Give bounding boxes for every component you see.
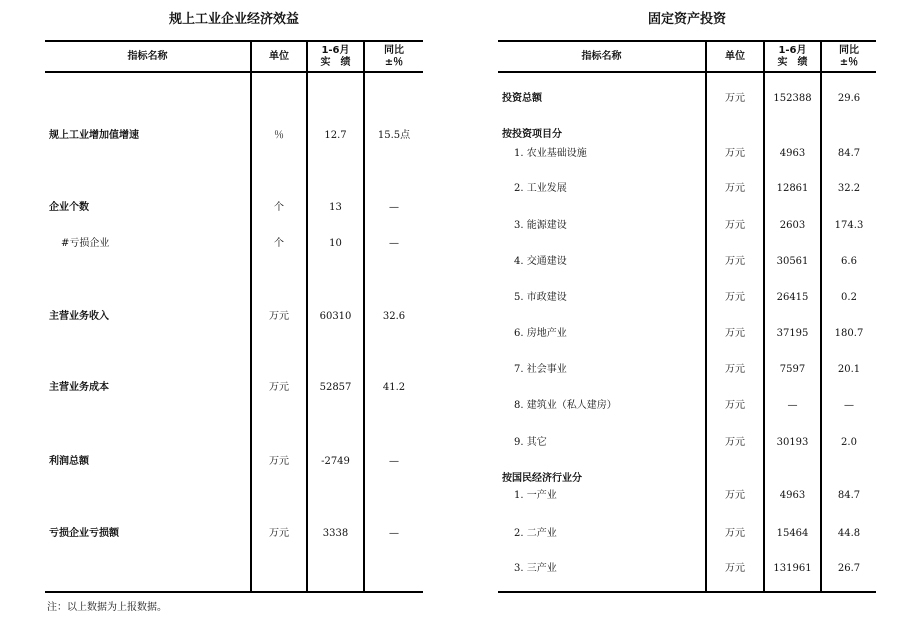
right-row-value: 152388 bbox=[773, 93, 812, 104]
right-row-unit: 万元 bbox=[725, 93, 745, 104]
left-row-unit: 个 bbox=[274, 238, 284, 249]
right-row-yoy: — bbox=[844, 400, 854, 411]
left-row-yoy: — bbox=[389, 456, 399, 467]
right-row-unit: 万元 bbox=[725, 563, 745, 574]
right-header-name: 指标名称 bbox=[581, 51, 622, 62]
right-header-actual-2: 实 绩 bbox=[777, 57, 808, 68]
right-row-yoy: 6.6 bbox=[841, 256, 857, 267]
right-row-unit: 万元 bbox=[725, 328, 745, 339]
right-row-yoy: 29.6 bbox=[837, 93, 861, 104]
left-row-unit: ％ bbox=[274, 130, 284, 141]
right-row-name: 投资总额 bbox=[502, 93, 542, 104]
right-row-name: 5. 市政建设 bbox=[514, 292, 567, 303]
right-row-unit: 万元 bbox=[725, 183, 745, 194]
left-row-yoy: — bbox=[389, 528, 399, 539]
left-row-unit: 万元 bbox=[269, 528, 289, 539]
right-row-unit: 万元 bbox=[725, 528, 745, 539]
right-row-value: — bbox=[787, 400, 798, 411]
right-row-yoy: 0.2 bbox=[841, 292, 857, 303]
left-row-yoy: 15.5点 bbox=[377, 130, 411, 141]
left-row-yoy: 41.2 bbox=[382, 382, 406, 393]
left-header-yoy-2: ±％ bbox=[384, 57, 404, 68]
left-row-value: -2749 bbox=[321, 456, 350, 467]
right-row-value: 4963 bbox=[779, 148, 806, 159]
left-row-value: 12.7 bbox=[324, 130, 347, 141]
left-row-unit: 万元 bbox=[269, 311, 289, 322]
left-row-yoy: — bbox=[389, 238, 399, 249]
right-row-name: 3. 能源建设 bbox=[514, 220, 567, 231]
left-header-unit: 单位 bbox=[269, 51, 289, 62]
left-top-rule bbox=[45, 40, 423, 42]
left-row-value: 3338 bbox=[322, 528, 349, 539]
left-header-actual-1: 1-6月 bbox=[321, 45, 350, 56]
left-row-unit: 个 bbox=[274, 202, 284, 213]
right-row-unit: 万元 bbox=[725, 256, 745, 267]
right-row-name: 按投资项目分 bbox=[502, 129, 562, 140]
right-row-name: 4. 交通建设 bbox=[514, 256, 567, 267]
right-row-yoy: 20.1 bbox=[837, 364, 861, 375]
right-row-yoy: 32.2 bbox=[837, 183, 861, 194]
left-header-rule bbox=[45, 71, 423, 73]
left-row-name: 规上工业增加值增速 bbox=[49, 130, 139, 141]
right-row-value: 37195 bbox=[776, 328, 809, 339]
left-row-name: 利润总额 bbox=[49, 456, 89, 467]
right-row-value: 30193 bbox=[776, 437, 809, 448]
left-row-value: 60310 bbox=[319, 311, 352, 322]
right-row-yoy: 2.0 bbox=[841, 437, 857, 448]
left-row-yoy: 32.6 bbox=[382, 311, 406, 322]
right-row-value: 15464 bbox=[776, 528, 809, 539]
left-row-value: 52857 bbox=[319, 382, 352, 393]
right-row-value: 131961 bbox=[773, 563, 812, 574]
right-row-name: 9. 其它 bbox=[514, 437, 547, 448]
right-row-unit: 万元 bbox=[725, 292, 745, 303]
right-header-yoy-2: ±％ bbox=[839, 57, 859, 68]
right-row-yoy: 44.8 bbox=[837, 528, 861, 539]
right-row-unit: 万元 bbox=[725, 148, 745, 159]
right-row-name: 按国民经济行业分 bbox=[502, 473, 582, 484]
right-col-divider-3 bbox=[820, 40, 822, 593]
right-row-name: 8. 建筑业（私人建房） bbox=[514, 400, 617, 411]
left-row-unit: 万元 bbox=[269, 456, 289, 467]
left-row-value: 13 bbox=[329, 202, 342, 213]
right-row-name: 6. 房地产业 bbox=[514, 328, 567, 339]
right-table-title: 固定资产投资 bbox=[647, 12, 726, 27]
left-row-value: 10 bbox=[329, 238, 342, 249]
right-header-unit: 单位 bbox=[725, 51, 745, 62]
right-row-unit: 万元 bbox=[725, 400, 745, 411]
left-row-yoy: — bbox=[389, 202, 399, 213]
right-row-yoy: 180.7 bbox=[834, 328, 864, 339]
right-row-yoy: 84.7 bbox=[837, 490, 861, 501]
right-row-name: 2. 二产业 bbox=[514, 528, 557, 539]
left-header-yoy-1: 同比 bbox=[384, 45, 404, 56]
right-row-unit: 万元 bbox=[725, 437, 745, 448]
right-row-yoy: 174.3 bbox=[834, 220, 864, 231]
left-header-actual-2: 实 绩 bbox=[320, 57, 351, 68]
right-col-divider-1 bbox=[705, 40, 707, 593]
left-row-name: 主营业务成本 bbox=[49, 382, 109, 393]
left-row-name: #亏损企业 bbox=[61, 238, 110, 249]
right-row-value: 12861 bbox=[776, 183, 809, 194]
right-row-yoy: 84.7 bbox=[837, 148, 861, 159]
left-row-name: 企业个数 bbox=[49, 202, 89, 213]
right-row-name: 2. 工业发展 bbox=[514, 183, 567, 194]
right-col-divider-2 bbox=[763, 40, 765, 593]
right-row-name: 7. 社会事业 bbox=[514, 364, 567, 375]
right-row-value: 4963 bbox=[779, 490, 806, 501]
right-row-value: 30561 bbox=[776, 256, 809, 267]
right-row-unit: 万元 bbox=[725, 364, 745, 375]
left-table-title: 规上工业企业经济效益 bbox=[168, 12, 299, 27]
right-row-value: 7597 bbox=[779, 364, 806, 375]
left-row-name: 主营业务收入 bbox=[49, 311, 109, 322]
right-row-name: 1. 一产业 bbox=[514, 490, 557, 501]
footnote: 注：以上数据为上报数据。 bbox=[47, 602, 167, 613]
left-row-unit: 万元 bbox=[269, 382, 289, 393]
left-row-name: 亏损企业亏损额 bbox=[49, 528, 119, 539]
right-row-name: 1. 农业基础设施 bbox=[514, 148, 587, 159]
right-row-value: 26415 bbox=[776, 292, 809, 303]
right-row-unit: 万元 bbox=[725, 220, 745, 231]
left-bottom-rule bbox=[45, 591, 423, 593]
right-row-value: 2603 bbox=[779, 220, 806, 231]
right-header-yoy-1: 同比 bbox=[839, 45, 859, 56]
right-row-name: 3. 三产业 bbox=[514, 563, 557, 574]
left-header-name: 指标名称 bbox=[127, 51, 168, 62]
right-header-actual-1: 1-6月 bbox=[778, 45, 807, 56]
right-row-unit: 万元 bbox=[725, 490, 745, 501]
right-row-yoy: 26.7 bbox=[837, 563, 861, 574]
